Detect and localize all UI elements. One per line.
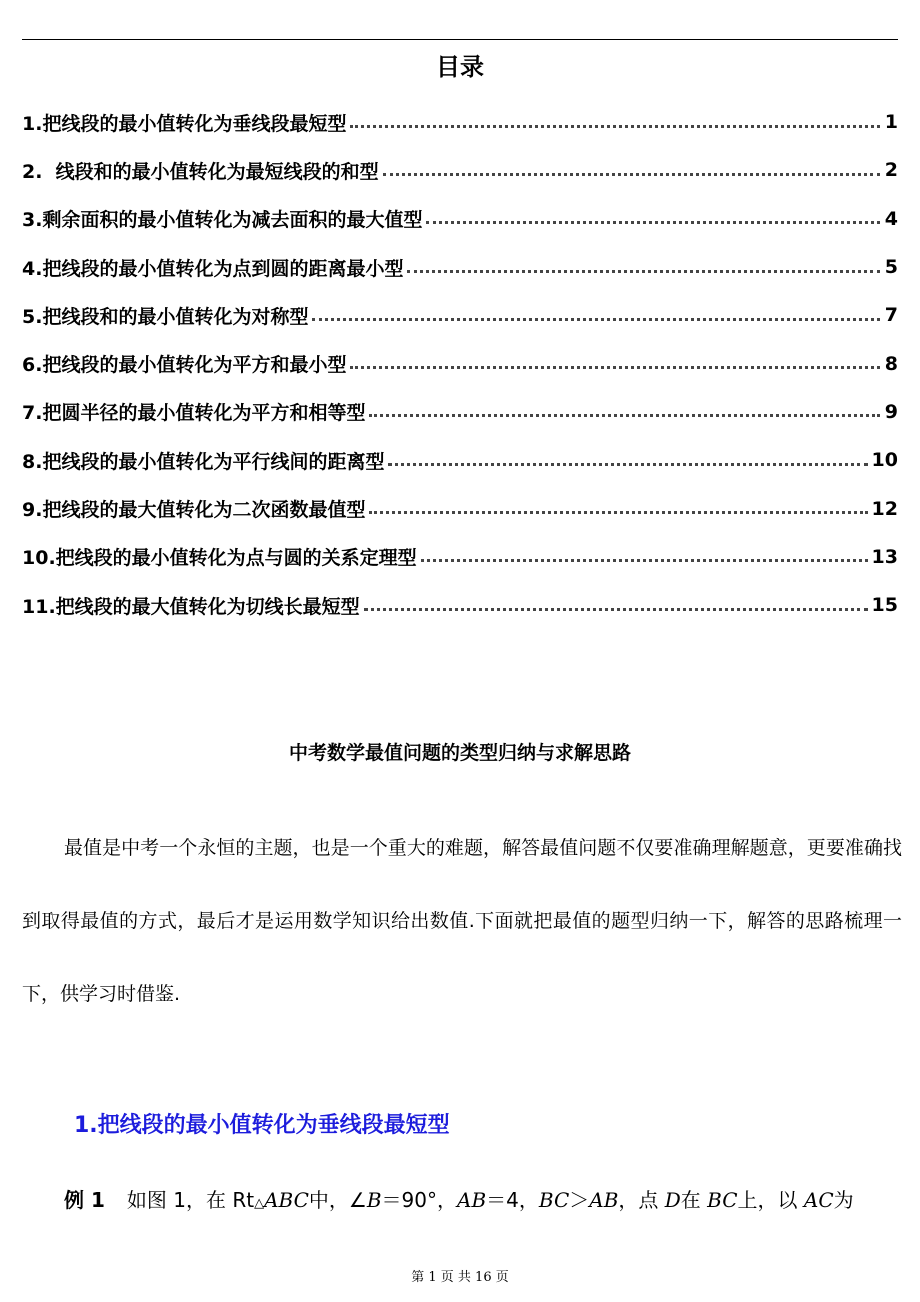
- example-text: ＞: [569, 1188, 590, 1212]
- toc-dot-leader: [369, 414, 880, 417]
- toc-entry[interactable]: [22, 98, 898, 146]
- toc-dot-leader: [350, 125, 880, 128]
- toc-entry[interactable]: [22, 533, 898, 581]
- math-var: AC: [803, 1188, 834, 1212]
- toc-dot-leader: [407, 270, 880, 273]
- toc-entry-page: 10: [871, 449, 898, 472]
- toc-entry-label: 5.把线段和的最小值转化为对称型: [22, 305, 309, 328]
- toc-entry-page: 8: [884, 352, 898, 375]
- toc-dot-leader: [421, 559, 868, 562]
- toc-entry-label: 9.把线段的最大值转化为二次函数最值型: [22, 499, 366, 522]
- toc-entry-page: 7: [884, 304, 898, 327]
- triangle-symbol: △: [254, 1196, 265, 1211]
- toc-dot-leader: [388, 463, 867, 466]
- toc-entry-page: 1: [884, 111, 898, 134]
- toc-entry[interactable]: [22, 195, 898, 243]
- toc-entry-label: 4.把线段的最小值转化为点到圆的距离最小型: [22, 257, 404, 280]
- intro-paragraph: 最值是中考一个永恒的主题，也是一个重大的难题，解答最值问题不仅要准确理解题意，更要准确找到取得最值的方式，最后才是运用数学知识给出数值.下面就把最值的题型归纳一下，解答的思路梳理一下，供学习时借鉴.: [22, 837, 902, 1005]
- example-text: 如图 1，在 Rt: [126, 1188, 255, 1212]
- example-text: 为: [833, 1188, 854, 1212]
- toc-dot-leader: [383, 173, 880, 176]
- toc-entry-label: 3.剩余面积的最小值转化为减去面积的最大值型: [22, 209, 423, 232]
- toc-dot-leader: [369, 511, 867, 514]
- example-text: ，点: [618, 1188, 665, 1212]
- math-var: BC: [707, 1188, 738, 1212]
- toc-dot-leader: [312, 318, 880, 321]
- toc-entry-page: 15: [871, 594, 898, 617]
- example-text: 上，以: [737, 1188, 804, 1212]
- math-var: BC: [538, 1188, 570, 1212]
- example-1: [64, 1182, 904, 1222]
- toc-entry-page: 13: [871, 545, 898, 568]
- toc-entry[interactable]: [22, 436, 898, 484]
- toc-entry-page: 4: [884, 207, 898, 230]
- toc-entry[interactable]: [22, 146, 898, 194]
- toc-title: 目录: [436, 53, 484, 81]
- example-text: 中，∠: [308, 1188, 367, 1212]
- toc-entry[interactable]: [22, 243, 898, 291]
- toc-entry-label: 11.把线段的最大值转化为切线长最短型: [22, 595, 360, 618]
- toc-entry[interactable]: [22, 581, 898, 629]
- top-divider: [22, 39, 898, 40]
- example-text: ＝4，: [486, 1188, 539, 1212]
- document-title: 中考数学最值问题的类型归纳与求解思路: [288, 742, 631, 764]
- math-var: B: [366, 1188, 382, 1212]
- toc-entry-label: 10.把线段的最小值转化为点与圆的关系定理型: [22, 547, 417, 570]
- toc-entry[interactable]: [22, 339, 898, 387]
- toc-entry-page: 12: [871, 497, 898, 520]
- toc-entry-page: 5: [884, 256, 898, 279]
- toc-entry-label: 6.把线段的最小值转化为平方和最小型: [22, 354, 347, 377]
- toc-entry[interactable]: [22, 291, 898, 339]
- math-var: AB: [589, 1188, 619, 1212]
- toc-entry-label: 7.把圆半径的最小值转化为平方和相等型: [22, 402, 366, 425]
- toc-entry-page: 9: [884, 400, 898, 423]
- toc-entry-label: 1.把线段的最小值转化为垂线段最短型: [22, 112, 347, 135]
- toc-dot-leader: [364, 608, 868, 611]
- toc-entry-label: 2. 线段和的最小值转化为最短线段的和型: [22, 160, 379, 183]
- math-var: D: [664, 1188, 681, 1212]
- table-of-contents: [22, 98, 898, 629]
- section-heading[interactable]: 1.把线段的最小值转化为垂线段最短型: [74, 1113, 450, 1138]
- math-var: AB: [457, 1188, 487, 1212]
- example-text: 在: [680, 1188, 708, 1212]
- toc-entry-page: 2: [884, 159, 898, 182]
- toc-entry[interactable]: [22, 388, 898, 436]
- toc-dot-leader: [426, 221, 880, 224]
- example-label: 例 1: [64, 1188, 105, 1212]
- toc-entry[interactable]: [22, 484, 898, 532]
- example-text: ＝90°，: [381, 1188, 457, 1212]
- toc-dot-leader: [350, 366, 880, 369]
- math-var: ABC: [264, 1188, 309, 1212]
- page-footer: 第 1 页 共 16 页: [411, 1270, 509, 1285]
- toc-entry-label: 8.把线段的最小值转化为平行线间的距离型: [22, 450, 385, 473]
